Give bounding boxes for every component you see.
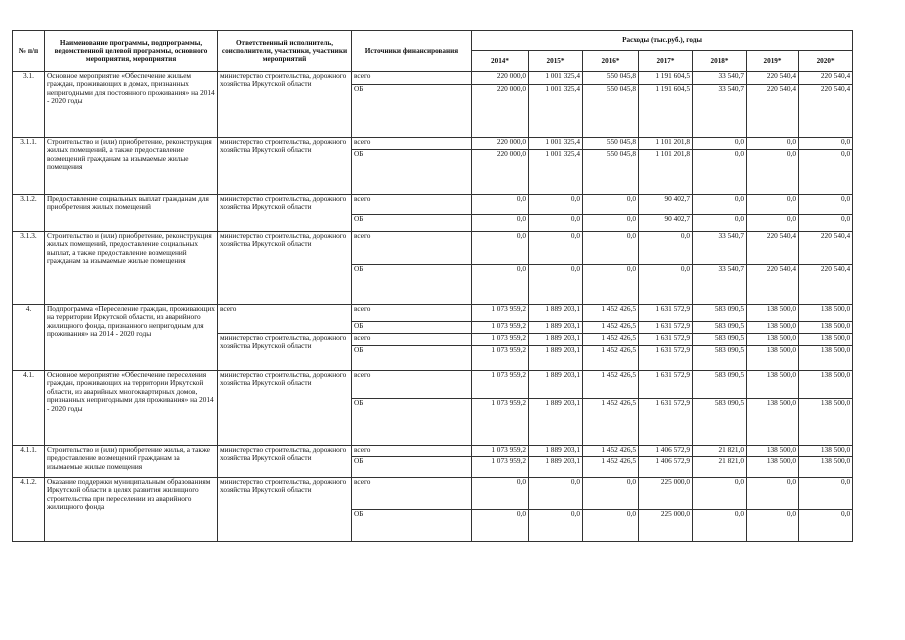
header-num: № п/п [13, 31, 45, 72]
expense-value: 0,0 [693, 195, 747, 215]
funding-source: всего [352, 478, 472, 510]
expense-value: 0,0 [472, 215, 529, 232]
expense-value: 138 500,0 [747, 305, 799, 322]
expense-value: 138 500,0 [747, 457, 799, 478]
item-name: Основное мероприятие «Обеспечение переселения граждан, проживающих на территории Иркутской области, из аварийных многоквартирных домов, признанных непригодными для проживания» на 2014 - 2020 годы [45, 371, 218, 446]
expense-value: 220 000,0 [472, 150, 529, 195]
item-executor: министерство строительства, дорожного хозяйства Иркутской области [218, 232, 352, 305]
expense-value: 1 073 959,2 [472, 371, 529, 399]
expense-value: 1 073 959,2 [472, 446, 529, 457]
funding-source: ОБ [352, 85, 472, 138]
expense-value: 33 540,7 [693, 85, 747, 138]
expense-value: 0,0 [529, 265, 583, 305]
expense-value: 1 406 572,9 [639, 446, 693, 457]
expense-value: 1 073 959,2 [472, 334, 529, 346]
expense-value: 1 191 604,5 [639, 85, 693, 138]
expense-value: 1 452 426,5 [583, 305, 639, 322]
funding-source: ОБ [352, 215, 472, 232]
funding-source: ОБ [352, 346, 472, 371]
header-year: 2020* [799, 51, 853, 72]
table-row [13, 72, 853, 85]
expense-value: 1 001 325,4 [529, 85, 583, 138]
expense-value: 220 000,0 [472, 72, 529, 85]
expense-value: 138 500,0 [799, 334, 853, 346]
expense-value: 220 540,4 [799, 72, 853, 85]
expense-value: 0,0 [693, 138, 747, 150]
expense-value: 0,0 [529, 510, 583, 542]
funding-source: ОБ [352, 457, 472, 478]
expense-value: 90 402,7 [639, 215, 693, 232]
header-year: 2018* [693, 51, 747, 72]
expense-value: 0,0 [529, 195, 583, 215]
expense-value: 1 889 203,1 [529, 371, 583, 399]
expense-value: 1 073 959,2 [472, 457, 529, 478]
header-year: 2016* [583, 51, 639, 72]
header-year: 2019* [747, 51, 799, 72]
item-executor: министерство строительства, дорожного хозяйства Иркутской области [218, 478, 352, 542]
expense-value: 0,0 [799, 138, 853, 150]
expense-value: 0,0 [529, 232, 583, 265]
funding-source: всего [352, 371, 472, 399]
expense-value: 138 500,0 [747, 322, 799, 334]
expense-value: 0,0 [472, 232, 529, 265]
funding-source: ОБ [352, 322, 472, 334]
expense-value: 0,0 [747, 510, 799, 542]
expense-value: 0,0 [693, 478, 747, 510]
item-executor: всего [218, 305, 352, 334]
expense-value: 0,0 [747, 215, 799, 232]
expense-value: 21 821,0 [693, 446, 747, 457]
expense-value: 1 631 572,9 [639, 322, 693, 334]
expense-value: 0,0 [529, 215, 583, 232]
funding-source: ОБ [352, 399, 472, 446]
expense-value: 0,0 [583, 232, 639, 265]
expense-value: 1 073 959,2 [472, 346, 529, 371]
expense-value: 21 821,0 [693, 457, 747, 478]
expense-value: 1 452 426,5 [583, 322, 639, 334]
expense-value: 138 500,0 [799, 371, 853, 399]
item-executor: министерство строительства, дорожного хозяйства Иркутской области [218, 446, 352, 478]
funding-source: всего [352, 138, 472, 150]
expense-value: 0,0 [799, 510, 853, 542]
expense-value: 138 500,0 [799, 399, 853, 446]
item-name: Основное мероприятие «Обеспечение жильем граждан, проживающих в домах, признанных непригодными для постоянного проживания» на 2014 - 2020 годы [45, 72, 218, 138]
expense-value: 0,0 [472, 265, 529, 305]
expense-value: 550 045,8 [583, 150, 639, 195]
item-number: 4.1.1. [13, 446, 45, 478]
expense-value: 0,0 [693, 215, 747, 232]
expense-value: 138 500,0 [747, 346, 799, 371]
expense-value: 138 500,0 [747, 399, 799, 446]
item-executor: министерство строительства, дорожного хозяйства Иркутской области [218, 195, 352, 232]
item-name: Строительство и (или) приобретение, реконструкция жилых помещений, а также предоставление возмещений гражданам за изымаемые жилые помещения [45, 138, 218, 195]
expense-value: 583 090,5 [693, 346, 747, 371]
expense-value: 33 540,7 [693, 265, 747, 305]
expense-value: 583 090,5 [693, 305, 747, 322]
expense-value: 1 101 201,8 [639, 138, 693, 150]
expense-value: 550 045,8 [583, 72, 639, 85]
funding-source: всего [352, 195, 472, 215]
expense-value: 1 001 325,4 [529, 150, 583, 195]
funding-source: всего [352, 305, 472, 322]
expense-value: 220 540,4 [799, 85, 853, 138]
header-executor: Ответственный исполнитель, соисполнители, участники, участники мероприятий [218, 31, 352, 72]
table-body [13, 72, 853, 542]
expense-value: 583 090,5 [693, 371, 747, 399]
expense-value: 33 540,7 [693, 72, 747, 85]
expense-value: 1 452 426,5 [583, 399, 639, 446]
expense-value: 583 090,5 [693, 334, 747, 346]
expense-value: 1 631 572,9 [639, 346, 693, 371]
expense-value: 138 500,0 [747, 446, 799, 457]
item-number: 4. [13, 305, 45, 371]
expense-value: 550 045,8 [583, 138, 639, 150]
expense-value: 220 540,4 [747, 72, 799, 85]
funding-source: всего [352, 334, 472, 346]
expense-value: 138 500,0 [747, 334, 799, 346]
header-source: Источники финансирования [352, 31, 472, 72]
expense-value: 1 452 426,5 [583, 371, 639, 399]
funding-source: всего [352, 232, 472, 265]
expense-value: 220 000,0 [472, 138, 529, 150]
expense-value: 1 631 572,9 [639, 399, 693, 446]
item-number: 3.1.2. [13, 195, 45, 232]
item-number: 3.1. [13, 72, 45, 138]
expense-value: 225 000,0 [639, 478, 693, 510]
expense-value: 0,0 [583, 215, 639, 232]
expense-value: 1 191 604,5 [639, 72, 693, 85]
expense-value: 220 540,4 [747, 265, 799, 305]
item-executor: министерство строительства, дорожного хозяйства Иркутской области [218, 72, 352, 138]
funding-source: ОБ [352, 510, 472, 542]
expense-value: 138 500,0 [799, 322, 853, 334]
expense-value: 220 540,4 [799, 232, 853, 265]
expense-value: 0,0 [693, 510, 747, 542]
table-row [13, 138, 853, 150]
expense-value: 225 000,0 [639, 510, 693, 542]
expense-value: 1 073 959,2 [472, 322, 529, 334]
expense-value: 138 500,0 [799, 457, 853, 478]
funding-source: ОБ [352, 265, 472, 305]
item-name: Строительство и (или) приобретение, реконструкция жилых помещений, предоставление социальных выплат, а также предоставление возмещений гражданам за изымаемые жилые помещения [45, 232, 218, 305]
table-row [13, 478, 853, 510]
table-row [13, 195, 853, 215]
item-name: Предоставление социальных выплат гражданам для приобретения жилых помещений [45, 195, 218, 232]
expense-value: 138 500,0 [747, 371, 799, 399]
expense-value: 0,0 [747, 150, 799, 195]
item-number: 3.1.3. [13, 232, 45, 305]
funding-source: ОБ [352, 150, 472, 195]
expense-value: 1 452 426,5 [583, 457, 639, 478]
expense-value: 0,0 [799, 215, 853, 232]
expense-value: 220 540,4 [799, 265, 853, 305]
expense-value: 0,0 [747, 478, 799, 510]
funding-source: всего [352, 446, 472, 457]
expense-value: 1 631 572,9 [639, 334, 693, 346]
expense-value: 0,0 [639, 232, 693, 265]
expense-value: 1 073 959,2 [472, 399, 529, 446]
header-year: 2017* [639, 51, 693, 72]
table-header [13, 31, 853, 72]
header-expenses: Расходы (тыс.руб.), годы [472, 31, 853, 51]
item-name: Подпрограмма «Переселение граждан, проживающих на территории Иркутской области, из аварийного жилищного фонда, признанного непригодным для проживания» на 2014 - 2020 годы [45, 305, 218, 371]
expense-value: 0,0 [583, 195, 639, 215]
item-executor: министерство строительства, дорожного хозяйства Иркутской области [218, 138, 352, 195]
expense-value: 90 402,7 [639, 195, 693, 215]
item-name: Оказание поддержки муниципальным образованиям Иркутской области в целях развития жилищного строительства при переселении из аварийного жилищного фонда [45, 478, 218, 542]
expense-value: 0,0 [639, 265, 693, 305]
item-number: 3.1.1. [13, 138, 45, 195]
expense-value: 1 889 203,1 [529, 346, 583, 371]
expense-value: 0,0 [529, 478, 583, 510]
expense-value: 1 073 959,2 [472, 305, 529, 322]
expense-value: 583 090,5 [693, 399, 747, 446]
expense-value: 583 090,5 [693, 322, 747, 334]
header-year: 2014* [472, 51, 529, 72]
expense-value: 33 540,7 [693, 232, 747, 265]
header-name: Наименование программы, подпрограммы, ведомственной целевой программы, основного мероприятия, мероприятия [45, 31, 218, 72]
expense-value: 1 631 572,9 [639, 305, 693, 322]
header-year: 2015* [529, 51, 583, 72]
expenses-table [12, 30, 853, 542]
item-executor: министерство строительства, дорожного хозяйства Иркутской области [218, 371, 352, 446]
expense-value: 220 000,0 [472, 85, 529, 138]
expense-value: 220 540,4 [747, 85, 799, 138]
expense-value: 1 001 325,4 [529, 138, 583, 150]
expense-value: 0,0 [583, 478, 639, 510]
item-number: 4.1. [13, 371, 45, 446]
expense-value: 0,0 [747, 138, 799, 150]
expense-value: 1 406 572,9 [639, 457, 693, 478]
expense-value: 0,0 [472, 195, 529, 215]
expense-value: 1 889 203,1 [529, 446, 583, 457]
expense-value: 0,0 [799, 150, 853, 195]
expense-value: 0,0 [583, 265, 639, 305]
item-name: Строительство и (или) приобретение жилья, а также предоставление возмещений гражданам за изымаемые жилые помещения [45, 446, 218, 478]
expense-value: 138 500,0 [799, 446, 853, 457]
expense-value: 220 540,4 [747, 232, 799, 265]
table-row [13, 305, 853, 322]
expense-value: 1 452 426,5 [583, 446, 639, 457]
expense-value: 0,0 [583, 510, 639, 542]
expense-value: 138 500,0 [799, 346, 853, 371]
expense-value: 550 045,8 [583, 85, 639, 138]
expense-value: 0,0 [693, 150, 747, 195]
expense-value: 1 631 572,9 [639, 371, 693, 399]
expense-value: 0,0 [472, 510, 529, 542]
expense-value: 0,0 [472, 478, 529, 510]
expense-value: 1 889 203,1 [529, 399, 583, 446]
expense-value: 1 889 203,1 [529, 457, 583, 478]
item-number: 4.1.2. [13, 478, 45, 542]
expense-value: 1 452 426,5 [583, 346, 639, 371]
expense-value: 1 889 203,1 [529, 334, 583, 346]
expense-value: 0,0 [747, 195, 799, 215]
table-row [13, 446, 853, 457]
expense-value: 138 500,0 [799, 305, 853, 322]
table-row [13, 371, 853, 399]
expense-value: 1 101 201,8 [639, 150, 693, 195]
expense-value: 1 001 325,4 [529, 72, 583, 85]
expense-value: 1 889 203,1 [529, 322, 583, 334]
funding-source: всего [352, 72, 472, 85]
item-executor: министерство строительства, дорожного хозяйства Иркутской области [218, 334, 352, 371]
expense-value: 1 889 203,1 [529, 305, 583, 322]
expense-value: 0,0 [799, 478, 853, 510]
expense-value: 1 452 426,5 [583, 334, 639, 346]
table-row [13, 232, 853, 265]
expense-value: 0,0 [799, 195, 853, 215]
